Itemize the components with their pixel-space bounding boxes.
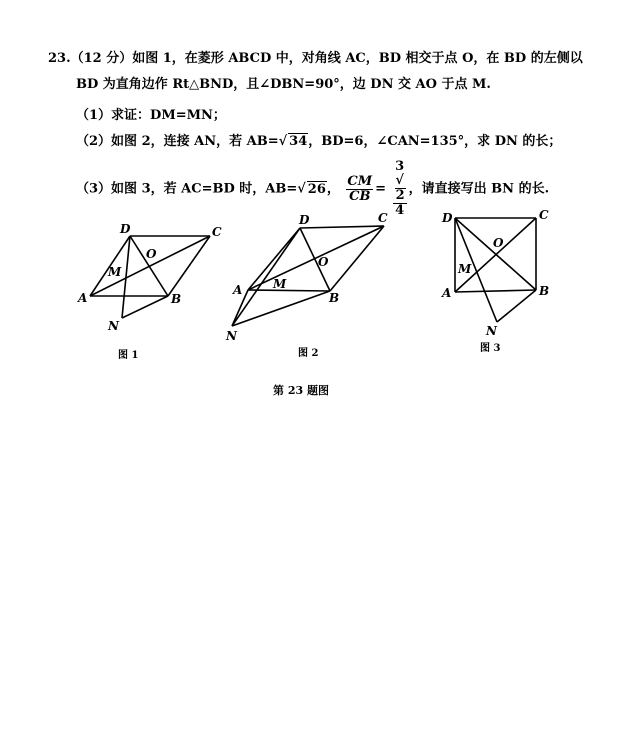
part-3-text-a: （3）如图 3，若 AC=BD 时，AB=: [76, 181, 298, 197]
fraction-value-numerator: 3 √ 2: [393, 160, 407, 204]
part-3-text-b: ，: [326, 181, 340, 197]
label-a: A: [78, 291, 88, 305]
radicand: 2: [395, 188, 405, 203]
label-d: D: [120, 222, 131, 236]
part-3-text-c: ，请直接写出 BN 的长.: [408, 181, 550, 197]
label-o: O: [318, 255, 329, 269]
label-a: A: [233, 283, 243, 297]
fraction-denominator: CB: [349, 188, 371, 204]
figure-1-caption: 图 1: [118, 350, 139, 361]
figure-3-caption: 图 3: [480, 343, 501, 354]
label-b: B: [329, 291, 340, 305]
figure-2-caption: 图 2: [298, 348, 319, 359]
coef: 3: [395, 159, 405, 174]
label-d: D: [442, 211, 453, 225]
label-c: C: [378, 211, 388, 225]
problem-line-2: BD 为直角边作 Rt△BND，且∠DBN=90°，边 DN 交 AO 于点 M.: [76, 77, 491, 92]
edge-ab: [455, 290, 536, 292]
label-o: O: [146, 247, 157, 261]
label-n: N: [108, 319, 119, 333]
label-m: M: [458, 262, 472, 276]
label-b: B: [171, 292, 182, 306]
edge-nb: [497, 290, 536, 322]
fraction-value-denominator: 4: [395, 203, 405, 218]
label-c: C: [212, 225, 222, 239]
part-3-sqrt-value: 26: [307, 181, 326, 197]
label-m: M: [273, 277, 287, 291]
label-c: C: [539, 208, 549, 222]
sqrt-sign: √: [297, 181, 306, 197]
label-m: M: [108, 265, 122, 279]
label-d: D: [299, 213, 310, 227]
label-n: N: [486, 324, 497, 338]
part-1: （1）求证：DM=MN；: [76, 108, 226, 123]
problem-line-1: 23.（12 分）如图 1，在菱形 ABCD 中，对角线 AC，BD 相交于点 O，在 BD 的左侧以: [48, 51, 583, 66]
fraction-numerator: CM: [347, 173, 373, 189]
label-a: A: [442, 286, 452, 300]
equals-sign: =: [375, 181, 387, 197]
sqrt-sign: √: [278, 134, 288, 149]
label-n: N: [226, 329, 237, 343]
part-2-text-a: （2）如图 2，连接 AN，若 AB=: [76, 134, 279, 149]
part-2-sqrt-value: 34: [289, 134, 308, 149]
figure-title: 第 23 题图: [273, 384, 329, 397]
part-2-text-b: ，BD=6，∠CAN=135°，求 DN 的长；: [308, 134, 562, 149]
label-b: B: [539, 284, 550, 298]
label-o: O: [493, 236, 504, 250]
